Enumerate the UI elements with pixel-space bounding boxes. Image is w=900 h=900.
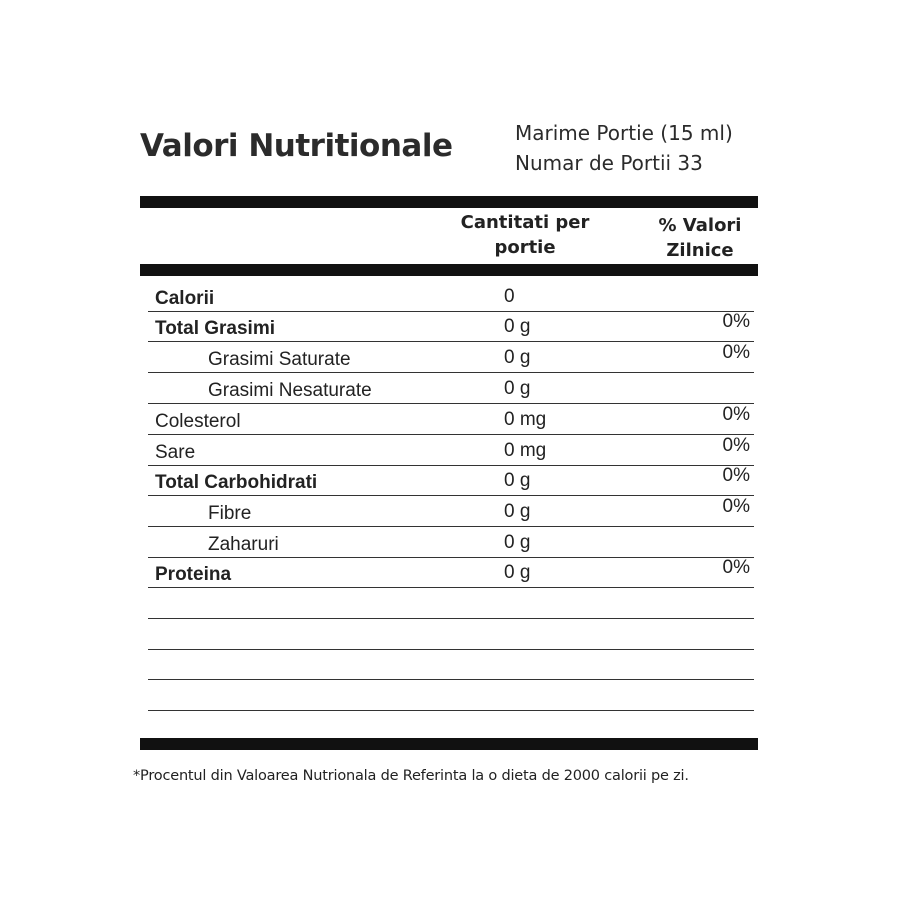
nutrient-amount: 0 g	[504, 347, 531, 368]
nutrient-name: Total Carbohidrati	[155, 472, 318, 493]
nutrient-name: Proteina	[155, 564, 232, 585]
nutrient-amount: 0 g	[504, 501, 531, 522]
nutrient-daily-value: 0%	[722, 435, 750, 456]
top-divider-bar	[140, 196, 758, 208]
nutrient-row-grasimi-nesaturate	[148, 373, 754, 404]
nutrient-daily-value: 0%	[722, 404, 750, 425]
nutrient-name: Colesterol	[155, 411, 241, 432]
nutrient-amount: 0 mg	[504, 440, 547, 461]
nutrient-row-colesterol	[148, 404, 754, 435]
serving-size: Marime Portie (15 ml)	[515, 121, 733, 145]
servings-count: Numar de Portii 33	[515, 151, 703, 175]
amount-header-line1: Cantitati per	[460, 212, 590, 233]
daily-header-line1: % Valori	[658, 215, 742, 236]
footnote: *Procentul din Valoarea Nutrionala de Referinta la o dieta de 2000 calorii pe zi.	[133, 768, 689, 784]
nutrient-amount: 0 g	[504, 532, 531, 553]
nutrient-row-sare	[148, 435, 754, 466]
nutrient-row-total-grasimi	[148, 311, 754, 342]
nutrient-amount: 0 g	[504, 316, 531, 337]
bottom-divider-bar	[140, 738, 758, 750]
nutrition-title: Valori Nutritionale	[140, 128, 453, 164]
amount-header-line2: portie	[494, 237, 556, 258]
amount-column-header	[450, 210, 600, 260]
nutrient-daily-value: 0%	[722, 311, 750, 332]
nutrient-daily-value: 0%	[722, 496, 750, 517]
empty-row	[148, 649, 754, 680]
nutrient-name: Grasimi Nesaturate	[208, 380, 372, 401]
nutrient-amount: 0 g	[504, 470, 531, 491]
nutrient-amount: 0 g	[504, 562, 531, 583]
nutrient-name: Calorii	[155, 288, 215, 309]
nutrient-row-proteina	[148, 557, 754, 588]
daily-header-line2: Zilnice	[666, 240, 734, 261]
header-divider-bar	[140, 264, 758, 276]
nutrient-row-fibre	[148, 496, 754, 527]
nutrient-row-total-carbohidrati	[148, 465, 754, 496]
nutrient-amount: 0	[504, 286, 515, 307]
daily-value-column-header	[640, 213, 760, 263]
nutrient-name: Total Grasimi	[155, 318, 276, 339]
nutrient-name: Fibre	[208, 503, 252, 524]
nutrient-row-calorii	[148, 281, 754, 312]
empty-row	[148, 619, 754, 650]
empty-row	[148, 588, 754, 619]
nutrient-amount: 0 g	[504, 378, 531, 399]
nutrient-daily-value: 0%	[722, 342, 750, 363]
nutrient-name: Zaharuri	[208, 534, 279, 555]
nutrient-name: Sare	[155, 442, 196, 463]
nutrient-name: Grasimi Saturate	[208, 349, 351, 370]
nutrient-row-grasimi-saturate	[148, 342, 754, 373]
nutrient-daily-value: 0%	[722, 465, 750, 486]
nutrient-daily-value: 0%	[722, 557, 750, 578]
nutrient-amount: 0 mg	[504, 409, 547, 430]
nutrient-row-zaharuri	[148, 527, 754, 558]
empty-row	[148, 680, 754, 711]
